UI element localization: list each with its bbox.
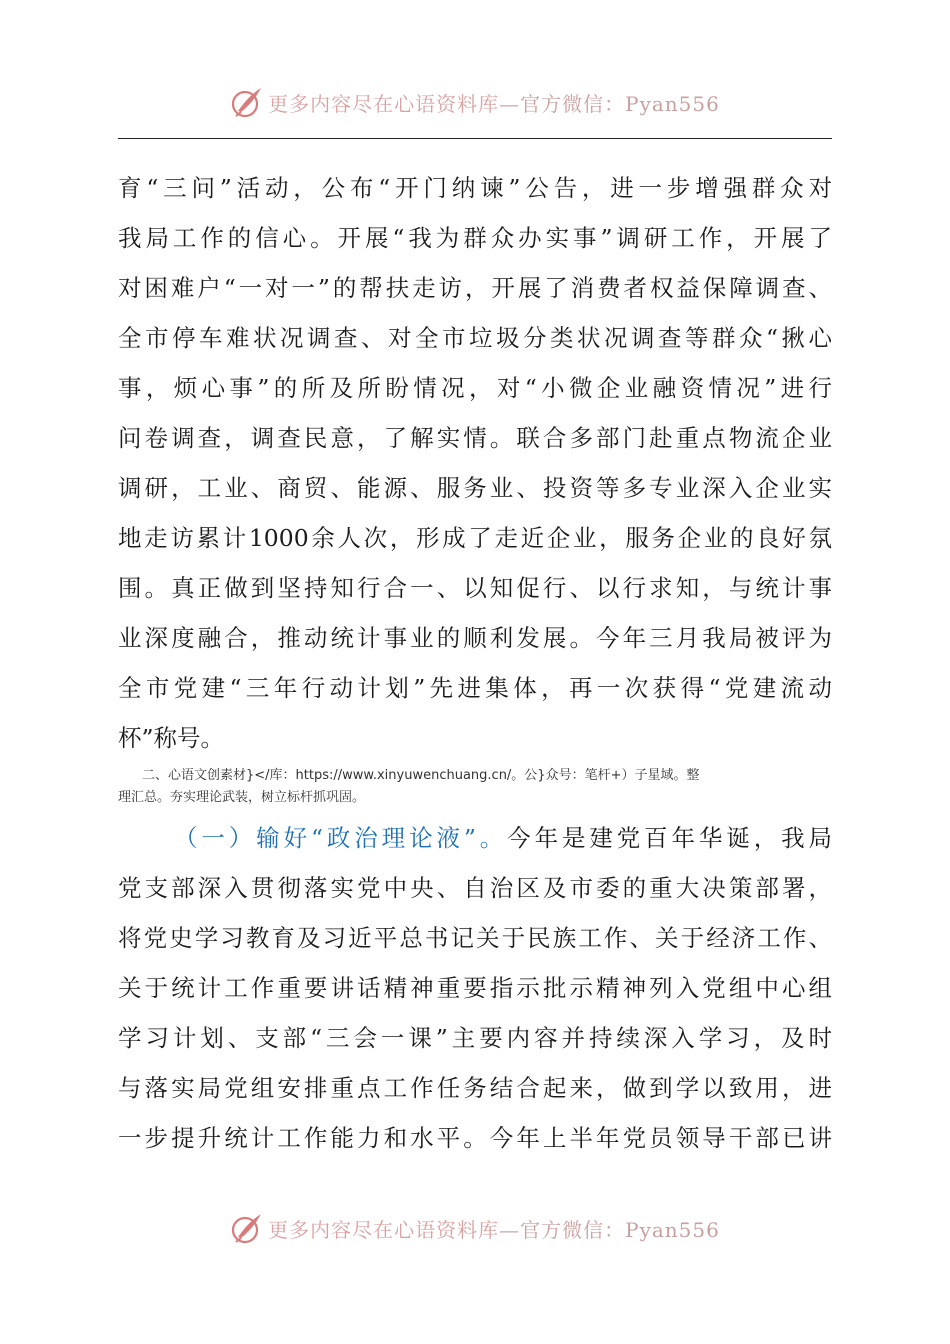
body-line: 我局工作的信心。开展“我为群众办实事”调研工作，开展了	[118, 224, 832, 252]
body-line: 业深度融合，推动统计事业的顺利发展。今年三月我局被评为	[118, 624, 832, 652]
body-line: 全市党建“三年行动计划”先进集体，再一次获得“党建流动	[118, 674, 832, 702]
header-banner	[0, 80, 950, 124]
section-heading: （一）输好“政治理论液”。	[174, 824, 508, 852]
body-line: 全市停车难状况调查、对全市垃圾分类状况调查等群众“揪心	[118, 324, 832, 352]
body-line: 调研，工业、商贸、能源、服务业、投资等多专业深入企业实	[118, 474, 832, 502]
body-line: 围。真正做到坚持知行合一、以知促行、以行求知，与统计事	[118, 574, 832, 602]
body-line: 育“三问”活动，公布“开门纳谏”公告，进一步增强群众对	[118, 174, 832, 202]
body-line: 一步提升统计工作能力和水平。今年上半年党员领导干部已讲	[118, 1124, 832, 1152]
body-line: 事，烦心事”的所及所盼情况，对“小微企业融资情况”进行	[118, 374, 832, 402]
body-line: 与落实局党组安排重点工作任务结合起来，做到学以致用，进	[118, 1074, 832, 1102]
quill-pen-logo-icon	[230, 85, 264, 119]
body-line: 学习计划、支部“三会一课”主要内容并持续深入学习，及时	[118, 1024, 832, 1052]
body-line: 地走访累计1000余人次，形成了走近企业，服务企业的良好氛	[118, 524, 832, 552]
body-line: 问卷调查，调查民意，了解实情。联合多部门赴重点物流企业	[118, 424, 832, 452]
body-line: 对困难户“一对一”的帮扶走访，开展了消费者权益保障调查、	[118, 274, 832, 302]
footer-banner-text: 更多内容尽在心语资料库—官方微信：Pyan556	[268, 1217, 720, 1242]
header-divider	[118, 138, 832, 139]
document-body	[118, 163, 832, 1163]
source-note: 二、心语文创素材}</库：https://www.xinyuwenchuang.cn/。公}众号：笔杆+）子星域。整	[142, 768, 700, 783]
source-note: 理汇总。夯实理论武装，树立标杆抓巩固。	[118, 790, 366, 805]
body-line: 关于统计工作重要讲话精神重要指示批示精神列入党组中心组	[118, 974, 832, 1002]
section-heading-line	[118, 813, 832, 863]
body-line: 党支部深入贯彻落实党中央、自治区及市委的重大决策部署，	[118, 874, 832, 902]
header-banner-text: 更多内容尽在心语资料库—官方微信：Pyan556	[268, 91, 720, 116]
quill-pen-logo-icon	[230, 1211, 264, 1245]
body-line: 将党史学习教育及习近平总书记关于民族工作、关于经济工作、	[118, 924, 832, 952]
body-line: 杯”称号。	[118, 724, 225, 752]
section-heading-rest: 今年是建党百年华诞，我局	[507, 824, 832, 852]
footer-banner	[0, 1206, 950, 1250]
